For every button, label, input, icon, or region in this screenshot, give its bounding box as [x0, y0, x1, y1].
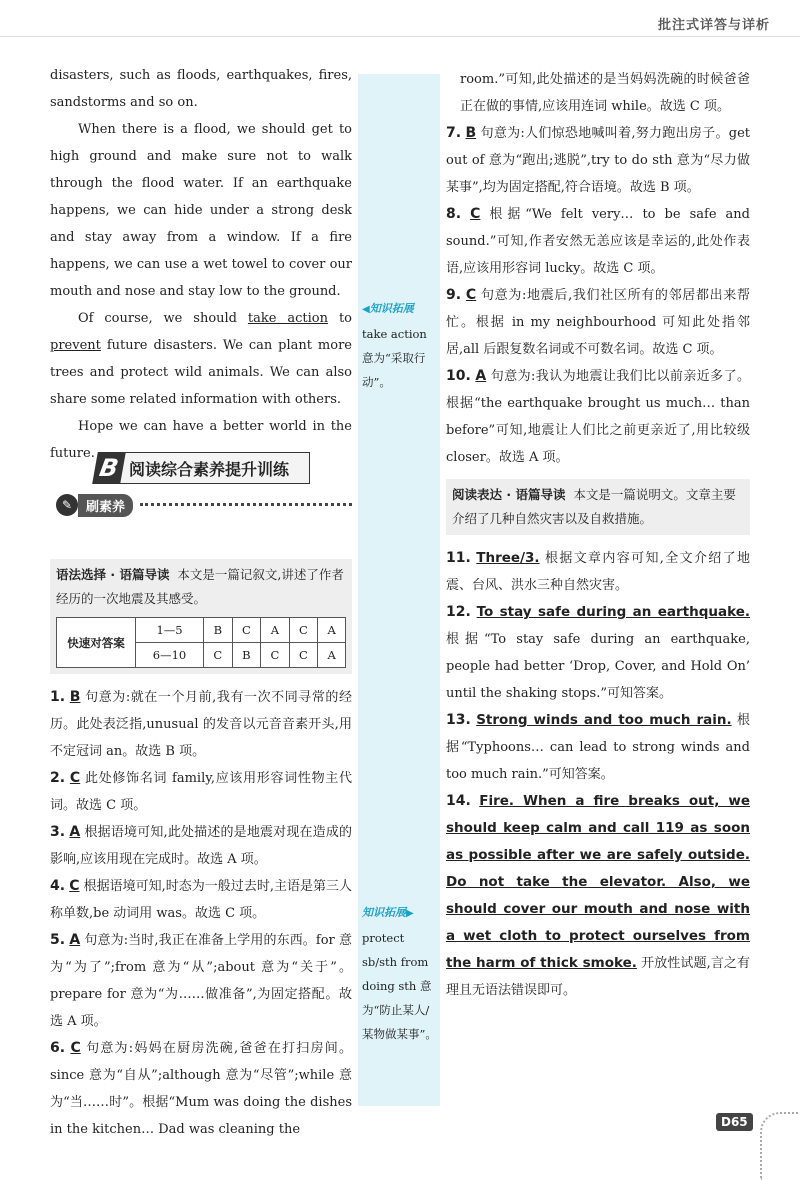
answer-item-12: 12. To stay safe during an earthquake. 根据“To stay safe during an earthquake, people had better ‘Drop, Cover, and Hold On’ until the shaking stops.”可知答案。: [446, 604, 750, 701]
page-number: D65: [716, 1113, 753, 1131]
answer-item-5: 5. A 句意为:当时,我正在准备上学用的东西。for 意为“为了”;from 意为“从”;about 意为“关于”。prepare for 意为“为……做准备”,为固定搭配。故选 A 项。: [50, 932, 352, 1029]
answer-item-14: 14. Fire. When a fire breaks out, we should keep calm and call 119 as soon as possible after we are safely outside. Do not take the elevator. Also, we should cover our mouth and nose with a wet cloth to protect ourselves from the harm of thick smoke. 开放性试题,言之有理且无语法错误即可。: [446, 793, 751, 998]
quick-answer-table: 快速对答案 1—5 B C A C A 6—10 C B C C A: [56, 617, 346, 668]
answer-item-6-cont: room.”可知,此处描述的是当妈妈洗碗的时候爸爸正在做的事情,应该用连词 while。故选 C 项。: [460, 72, 750, 114]
passage-p4: Hope we can have a better world in the future.: [50, 419, 352, 461]
side-note-1: ◀知识拓展 take action 意为“采取行动”。: [362, 302, 427, 389]
passage-p1: disasters, such as floods, earthquakes, fires, sandstorms and so on.: [50, 68, 352, 110]
answer-item-1: 1. B 句意为:就在一个月前,我有一次不同寻常的经历。此处表泛指,unusual 的发音以元音音素开头,用不定冠词 an。故选 B 项。: [50, 689, 352, 759]
dotted-divider: [140, 503, 352, 506]
passage-p2: When there is a flood, we should get to high ground and make sure not to walk through the flood water. If an earthquake happens, we can hide under a strong desk and stay away from a window. If a fire happens, we can use a wet towel to cover our mouth and nose and stay low to the ground.: [50, 122, 352, 299]
running-header: 批注式详答与详析: [657, 18, 770, 33]
arrow-icon: ◀: [362, 304, 370, 315]
left-column: [50, 62, 352, 1143]
section-heading: [98, 452, 310, 484]
answer-item-3: 3. A 根据语境可知,此处描述的是地震对现在造成的影响,应该用现在完成时。故选 A 项。: [50, 824, 353, 867]
section-letter: B: [92, 452, 126, 484]
header-divider: [0, 36, 800, 37]
answer-item-11: 11. Three/3. 根据文章内容可知,全文介绍了地震、台风、洪水三种自然灾害。: [446, 550, 750, 593]
passage-p3: Of course, we should take action to prevent future disasters. We can plant more trees and protect wild animals. We can also share some related information with others.: [50, 311, 352, 407]
answer-item-10: 10. A 句意为:我认为地震让我们比以前亲近多了。根据“the earthquake brought us much… than before”可知,地震让人们比之前更亲近了,用比较级 closer。故选 A 项。: [446, 368, 750, 465]
right-column: [446, 66, 750, 1004]
answer-item-9: 9. C 句意为:地震后,我们社区所有的邻居都出来帮忙。根据 in my neighbourhood 可知此处指邻居,all 后跟复数名词或不可数名词。故选 C 项。: [446, 287, 750, 357]
section-title: 阅读综合素养提升训练: [129, 459, 290, 479]
arrow-icon: ▶: [406, 908, 414, 919]
answer-item-7: 7. B 句意为:人们惊恐地喊叫着,努力跑出房子。get out of 意为“跑出;逃脱”,try to do sth 意为“尽力做某事”,均为固定搭配,符合语境。故选 B 项。: [446, 125, 750, 195]
answer-item-4: 4. C 根据语境可知,时态为一般过去时,主语是第三人称单数,be 动词用 was。故选 C 项。: [50, 878, 352, 921]
grammar-guide-box: 语法选择 · 语篇导读 本文是一篇记叙文,讲述了作者经历的一次地震及其感受。 快速对答案 1—5 B C A C A 6—10 C B C C A: [50, 559, 352, 674]
answer-item-8: 8. C 根据“We felt very… to be safe and sound.”可知,作者安然无恙应该是幸运的,此处作表语,应该用形容词 lucky。故选 C 项。: [446, 206, 750, 276]
side-note-2: 知识拓展▶ protect sb/sth from doing sth 意为“防止某人/某物做某事”。: [362, 906, 437, 1041]
book-icon: ✎: [56, 494, 78, 516]
answer-item-2: 2. C 此处修饰名词 family,应该用形容词性物主代词。故选 C 项。: [50, 770, 352, 813]
reading-guide-box: 阅读表达 · 语篇导读 本文是一篇说明文。文章主要介绍了几种自然灾害以及自救措施。: [446, 479, 750, 535]
page-corner-decoration: [760, 1112, 800, 1180]
practice-badge: ✎ 刷素养: [56, 494, 133, 516]
answer-item-13: 13. Strong winds and too much rain. 根据“Typhoons… can lead to strong winds and too much rain.”可知答案。: [446, 712, 750, 782]
answer-item-6: 6. C 句意为:妈妈在厨房洗碗,爸爸在打扫房间。since 意为“自从”;although 意为“尽管”;while 意为“当……时”。根据“Mum was doing the dishes in the kitchen… Dad was cleaning the: [50, 1040, 352, 1137]
